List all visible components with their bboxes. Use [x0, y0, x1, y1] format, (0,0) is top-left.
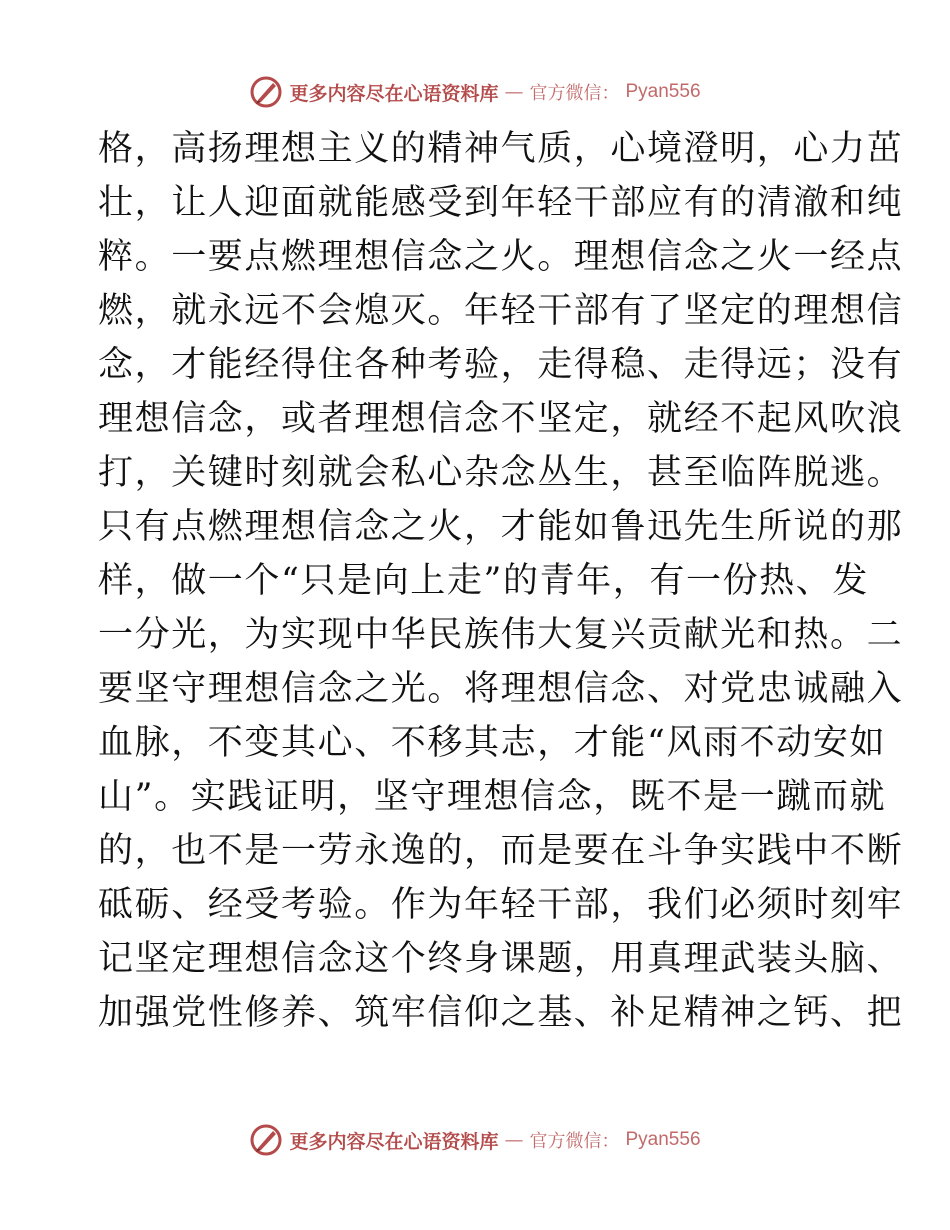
text-line: 粹。一要点燃理想信念之火。理想信念之火一经点 — [98, 237, 904, 277]
text-line: 一分光，为实现中华民族伟大复兴贡献光和热。二 — [98, 615, 904, 655]
quill-pen-logo-icon — [249, 75, 283, 109]
text-line: 的，也不是一劳永逸的，而是要在斗争实践中不断 — [98, 831, 904, 871]
text-line: 念，才能经得住各种考验，走得稳、走得远；没有 — [98, 345, 904, 385]
text-line: 格，高扬理想主义的精神气质，心境澄明，心力茁 — [98, 129, 904, 169]
text-line: 山”。实践证明，坚守理想信念，既不是一蹴而就 — [98, 777, 887, 817]
text-line: 理想信念，或者理想信念不坚定，就经不起风吹浪 — [98, 399, 904, 439]
watermark-wechat-id: Pyan556 — [625, 81, 701, 102]
watermark-separator: — — [504, 81, 524, 103]
text-line: 记坚定理想信念这个终身课题，用真理武装头脑、 — [98, 939, 904, 979]
text-line: 要坚守理想信念之光。将理想信念、对党忠诚融入 — [98, 669, 904, 709]
footer-watermark — [0, 1118, 950, 1162]
text-line: 打，关键时刻就会私心杂念丛生，甚至临阵脱逃。 — [98, 453, 904, 493]
text-line: 加强党性修养、筑牢信仰之基、补足精神之钙、把 — [98, 993, 904, 1033]
header-watermark — [0, 70, 950, 114]
watermark-wechat-id: Pyan556 — [625, 1129, 701, 1150]
watermark-text: 更多内容尽在心语资料库 — [289, 1130, 499, 1153]
watermark-separator: — — [504, 1129, 524, 1151]
watermark-official-label: 官方微信： — [529, 83, 620, 104]
text-line: 燃，就永远不会熄灭。年轻干部有了坚定的理想信 — [98, 291, 904, 331]
watermark-text: 更多内容尽在心语资料库 — [289, 82, 499, 105]
text-line: 样，做一个“只是向上走”的青年，有一份热、发 — [98, 561, 869, 601]
text-line: 只有点燃理想信念之火，才能如鲁迅先生所说的那 — [98, 507, 904, 547]
quill-pen-logo-icon — [249, 1123, 283, 1157]
text-line: 血脉，不变其心、不移其志，才能“风雨不动安如 — [98, 723, 887, 763]
watermark-official-label: 官方微信： — [529, 1131, 620, 1152]
document-body — [98, 122, 904, 1040]
text-line: 砥砺、经受考验。作为年轻干部，我们必须时刻牢 — [98, 885, 904, 925]
text-line: 壮，让人迎面就能感受到年轻干部应有的清澈和纯 — [98, 183, 904, 223]
